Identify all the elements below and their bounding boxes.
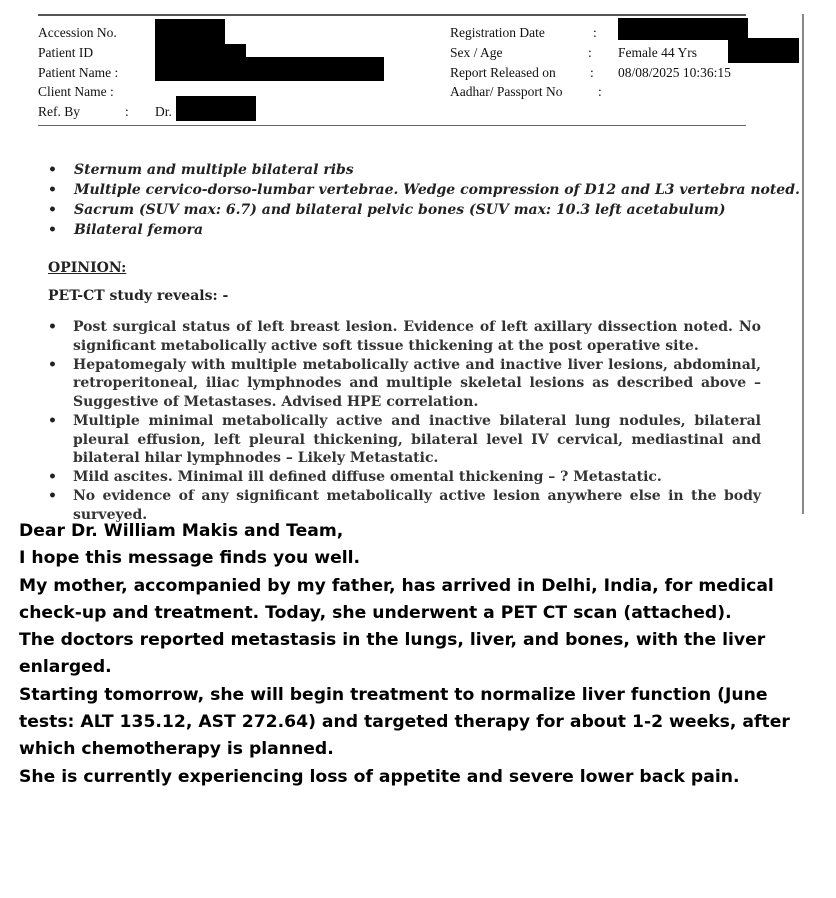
right-divider: [802, 14, 804, 514]
sex-age-value: Female 44 Yrs: [618, 45, 697, 60]
petct-subheading: PET-CT study reveals: -: [48, 288, 229, 304]
finding-item: • Bilateral femora: [48, 220, 778, 240]
patient-id-label: Patient ID: [38, 45, 94, 60]
message-line: The doctors reported metastasis in the lungs, liver, and bones, with the liver enlarged.: [19, 630, 766, 678]
finding-item: • Sternum and multiple bilateral ribs: [48, 160, 778, 180]
message-line: Starting tomorrow, she will begin treatment to normalize liver function (June tests: ALT 135.12, AST 272.64) and targeted therapy for about 1-2 weeks, after which chemotherapy is planned.: [19, 684, 790, 760]
opinion-heading: OPINION:: [48, 260, 127, 276]
patient-name-label: Patient Name :: [38, 65, 119, 80]
colon-registration: :: [593, 25, 597, 40]
message-body: [19, 518, 819, 791]
redaction-patient-name: [155, 57, 384, 81]
finding-item: • Sacrum (SUV max: 6.7) and bilateral pelvic bones (SUV max: 10.3 left acetabulum): [48, 200, 778, 220]
colon-aadhar: :: [598, 84, 602, 99]
client-name-label: Client Name :: [38, 84, 114, 99]
opinion-item: • Multiple minimal metabolically active and inactive bilateral lung nodules, bilateral pleural effusion, left pleural thickening, bilateral level IV cervical, mediastinal and bilateral hilar lymphnodes – Likely Metastatic.: [48, 412, 761, 468]
ref-by-label: Ref. By: [38, 104, 80, 119]
redaction-age-extra: [728, 38, 799, 63]
redaction-ref-doctor: [176, 96, 256, 121]
opinion-list: [48, 318, 761, 525]
colon-released: :: [590, 65, 594, 80]
header-divider: [38, 125, 746, 126]
ref-by-colon: :: [125, 104, 129, 119]
top-divider: [38, 14, 746, 16]
ref-by-value: Dr.: [155, 104, 172, 119]
redaction-accession: [155, 19, 225, 45]
report-released-value: 08/08/2025 10:36:15: [618, 65, 731, 80]
accession-label: Accession No.: [38, 25, 117, 40]
findings-list: [48, 160, 800, 240]
redaction-registration-date: [618, 18, 748, 40]
message-line: I hope this message finds you well.: [19, 548, 361, 569]
colon-sex-age: :: [588, 45, 592, 60]
finding-item: • Multiple cervico-dorso-lumbar vertebrae. Wedge compression of D12 and L3 vertebra noted.: [48, 180, 778, 200]
aadhar-label: Aadhar/ Passport No: [450, 84, 563, 99]
message-greeting: Dear Dr. William Makis and Team,: [19, 521, 344, 541]
message-line: She is currently experiencing loss of appetite and severe lower back pain.: [19, 766, 740, 787]
report-released-label: Report Released on: [450, 65, 556, 80]
registration-date-label: Registration Date: [450, 25, 545, 40]
opinion-item: • Mild ascites. Minimal ill defined diffuse omental thickening – ? Metastatic.: [48, 468, 761, 487]
opinion-item: • Post surgical status of left breast lesion. Evidence of left axillary dissection noted. No significant metabolically active soft tissue thickening at the post operative site.: [48, 318, 761, 355]
opinion-item: • No evidence of any significant metabolically active lesion anywhere else in the body surveyed.: [48, 487, 761, 524]
sex-age-label: Sex / Age: [450, 45, 503, 60]
message-line: My mother, accompanied by my father, has arrived in Delhi, India, for medical check-up and treatment. Today, she underwent a PET CT scan (attached).: [19, 575, 774, 623]
redaction-patient-id: [155, 44, 246, 58]
opinion-item: • Hepatomegaly with multiple metabolically active and inactive liver lesions, abdominal, retroperitoneal, iliac lymphnodes and multiple skeletal lesions as described above – Suggestive of Metastases. Advised HPE correlation.: [48, 356, 761, 412]
